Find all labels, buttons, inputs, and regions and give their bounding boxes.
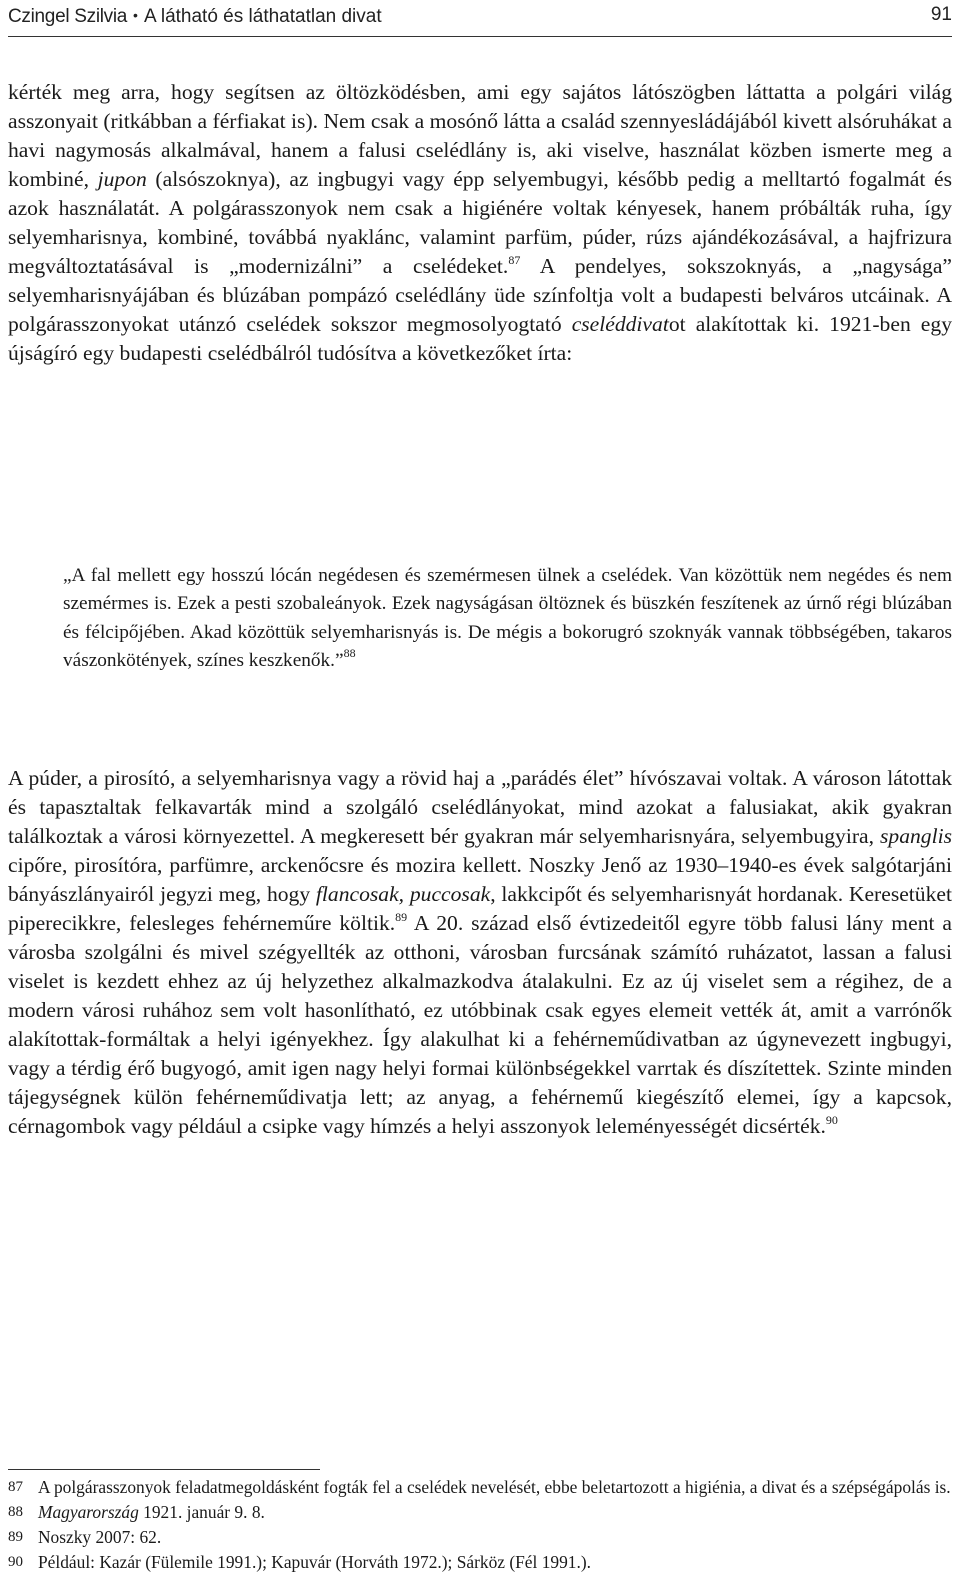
header-title: A látható és láthatatlan divat bbox=[143, 6, 382, 27]
page-number: 91 bbox=[930, 4, 952, 25]
footnote-text: Például: Kazár (Fülemile 1991.); Kapuvár (Horváth 1972.); Sárköz (Fél 1991.). bbox=[38, 1552, 591, 1572]
paragraph-2 bbox=[8, 764, 952, 1141]
footnote-87 bbox=[8, 1475, 952, 1499]
footnote-text: Noszky 2007: 62. bbox=[38, 1527, 162, 1547]
footnote-ref-89[interactable]: 89 bbox=[395, 910, 408, 924]
paragraph-1-text-a: kérték meg arra, hogy segítsen az öltözködésben, ami egy sajátos látószögben láttatta a polgári világ asszonyait (ritkábban a férfiakat is). Nem csak a mosónő látta a család szennyesládájából kivett alsóruhákat a havi nagymosás alkalmával, hanem a falusi cselédlány is, aki viselve, használat közben ismerte meg a kombiné, bbox=[8, 80, 952, 191]
paragraph-2-text-d: A 20. század első évtizedeitől egyre több falusi lány ment a városba szolgálni és mivel szégyellték az otthoni, városban furcsának számító ruházatot, lassan a falusi viselet is kezdett ehhez az új helyzethez alkalmazkodva átalakulni. Ez az új viselet sem a régihez, de a modern városi ruhához sem volt hasonlítható, ez utóbbinak csak egyes elemeit vették át, amit a varrónők alakítottak-formáltak a helyi igényekhez. Így alakulhat ki a fehérneműdivatban az úgynevezett ingbugyi, vagy a térdig érő bugyogó, amit igen nagy helyi formai különbségekkel varrtak és díszítettek. Szinte minden tájegységnek külön fehérneműdivatja lett; az anyag, a fehérnemű kiegészítő elemei, így a kapcsok, cérnagombok vagy például a csipke vagy hímzés a helyi asszonyok leleményességét dicsérték. bbox=[8, 911, 953, 1138]
footnote-text bbox=[38, 1500, 952, 1524]
footnote-88 bbox=[8, 1500, 952, 1524]
bullet-icon: • bbox=[133, 7, 138, 23]
block-quote-text: „A fal mellett egy hosszú lócán negédesen és szemérmesen ülnek a cselédek. Van közöttük nem negédes és nem szemérmes is. Ezek a pesti szobaleányok. Ezek nagyságásan öltöznek és büszkén feszítenek az úrnő régi blúzában és félcipőjében. Akad közöttük selyemharisnyás is. De mégis a bokorugró szoknyák vannak többségében, takaros vászonkötények, színes keszkenők.” bbox=[63, 565, 952, 672]
paragraph-2-text-c: , lakkcipőt és selyemharisnyát hordanak. Keresetüket piperecikkre, felesleges fehérneműre költik. bbox=[8, 882, 952, 935]
paragraph-2-italic-flancosak: flancosak, puccosak bbox=[315, 882, 491, 906]
paragraph-1-italic-jupon: jupon bbox=[97, 167, 147, 191]
block-quote bbox=[63, 562, 952, 676]
paragraph-1-italic-cseleddivat: cseléddivat bbox=[571, 312, 669, 336]
footnote-ref-88[interactable]: 88 bbox=[343, 646, 356, 661]
footnote-number: 89 bbox=[8, 1529, 23, 1545]
footnote-text: A polgárasszonyok feladatmegoldásként fogták fel a cselédek nevelését, ebbe beletartozott a higiénia, a divat és a szépségápolás is. bbox=[38, 1477, 951, 1497]
footnotes bbox=[8, 1475, 952, 1575]
paragraph-1-text-d: ot alakítottak ki. 1921-ben egy újságíró egy budapesti cselédbálról tudósítva a következőket írta: bbox=[8, 312, 952, 365]
footnote-90 bbox=[8, 1550, 952, 1574]
paragraph-1 bbox=[8, 78, 952, 368]
footnote-number: 87 bbox=[8, 1479, 23, 1495]
paragraph-2-text-a: A púder, a pirosító, a selyemharisnya vagy a rövid haj a „parádés élet” hívószavai voltak. A városon látottak és tapasztaltak felkavarták mind a szolgáló cselédlányokat, mind azokat a falusiakat, akik gyakran találkoztak a városi környezettel. A megkeresett bér gyakran már selyemharisnyára, selyembugyira, bbox=[8, 766, 952, 848]
paragraph-1-text-c: A pendelyes, sokszoknyás, a „nagysága” selyemharisnyájában és blúzában pompázó cselédlány üde színfoltja volt a budapesti belváros utcáinak. A polgárasszonyokat utánzó cselédek sokszor megmosolyogtató bbox=[8, 254, 952, 336]
running-header bbox=[8, 2, 952, 32]
footnote-divider bbox=[8, 1469, 320, 1470]
document-page bbox=[8, 0, 952, 1582]
header-divider bbox=[8, 36, 952, 37]
paragraph-2-italic-spanglis: spanglis bbox=[880, 824, 952, 848]
footnote-italic-source: Magyarország bbox=[38, 1502, 139, 1522]
paragraph-2-text-b: cipőre, pirosítóra, parfümre, arckenőcsre és mozira kellett. Noszky Jenő az 1930–1940-es évek salgótarjáni bányászlányairól jegyzi meg, hogy bbox=[8, 853, 952, 906]
footnote-ref-90[interactable]: 90 bbox=[825, 1113, 838, 1127]
paragraph-1-text-b: (alsószoknya), az ingbugyi vagy épp selyembugyi, később pedig a melltartó fogalmát és azok használatát. A polgárasszonyok nem csak a higiénére voltak kényesek, hanem próbálták ruha, így selyemharisnya, kombiné, továbbá nyaklánc, valamint parfüm, púder, rúzs ajándékozásával, a hajfrizura megváltoztatásával is „modernizálni” a cselédeket. bbox=[8, 167, 952, 278]
footnote-ref-87[interactable]: 87 bbox=[508, 253, 521, 267]
footnote-number: 90 bbox=[8, 1554, 23, 1570]
footnote-text-rest: 1921. január 9. 8. bbox=[138, 1502, 265, 1522]
footnote-number: 88 bbox=[8, 1504, 23, 1520]
header-author: Czingel Szilvia bbox=[8, 6, 128, 27]
footnote-89 bbox=[8, 1525, 952, 1549]
